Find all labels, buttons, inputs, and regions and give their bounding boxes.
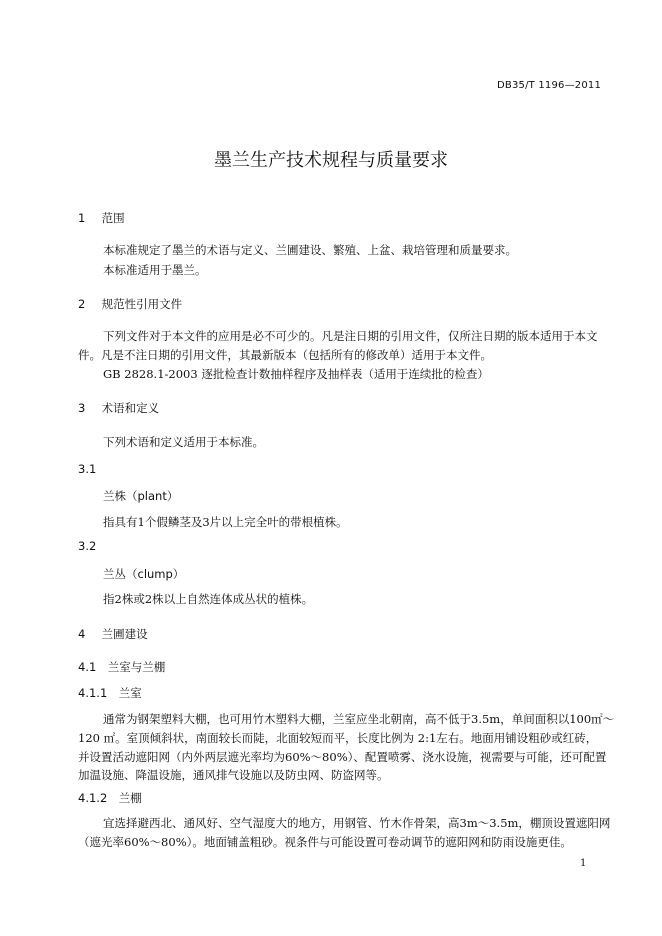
section-number: 4 (78, 627, 86, 641)
section-4-heading (78, 626, 148, 642)
term-number: 3.1 (78, 462, 97, 476)
section-1-heading (78, 210, 125, 226)
paragraph: 下列术语和定义适用于本标准。 (103, 435, 264, 449)
paragraph-line: 下列文件对于本文件的应用是必不可少的。凡是注日期的引用文件，仅所注日期的版本适用于本文 (103, 329, 598, 343)
paragraph-line: 通常为钢架塑料大棚，也可用竹木塑料大棚，兰室应坐北朝南，高不低于3.5m，单间面积以100㎡～ (103, 712, 615, 726)
subsection-heading: 4.1.2 兰棚 (78, 791, 142, 805)
paragraph-line: 加温设施、降温设施，通风排气设施以及防虫网、防盗网等。 (78, 768, 389, 782)
section-number: 3 (78, 401, 86, 415)
section-title: 范围 (101, 211, 125, 225)
section-title: 规范性引用文件 (101, 297, 183, 311)
subsection-heading: 4.1 兰室与兰棚 (78, 660, 166, 674)
section-title: 术语和定义 (101, 401, 160, 415)
paragraph-line: 件。凡是不注日期的引用文件，其最新版本（包括所有的修改单）适用于本文件。 (78, 348, 492, 362)
normative-reference: GB 2828.1-2003 逐批检查计数抽样程序及抽样表（适用于连续批的检查） (103, 367, 489, 381)
section-2-heading (78, 296, 182, 312)
paragraph-line: 宜选择避西北、通风好、空气湿度大的地方，用钢管、竹木作骨架，高3m～3.5m，棚顶设置遮阳网 (103, 816, 611, 830)
section-3-heading (78, 400, 159, 416)
term-name: 兰株（plant） (103, 489, 179, 503)
term-definition: 指2株或2株以上自然连体成丛状的植株。 (103, 592, 314, 606)
document-title: 墨兰生产技术规程与质量要求 (214, 150, 448, 171)
page-number: 1 (580, 858, 587, 869)
subsection-heading: 4.1.1 兰室 (78, 686, 142, 700)
section-number: 2 (78, 297, 86, 311)
section-number: 1 (78, 211, 86, 225)
section-title: 兰圃建设 (101, 627, 148, 641)
term-definition: 指具有1个假鳞茎及3片以上完全叶的带根植株。 (103, 515, 348, 529)
term-name: 兰丛（clump） (103, 567, 185, 581)
standard-code: DB35/T 1196—2011 (497, 80, 602, 91)
term-number: 3.2 (78, 539, 97, 553)
paragraph-line: 120 ㎡。室顶倾斜状，南面较长而陡，北面较短而平，长度比例为 2:1左右。地面用铺设粗砂或红砖， (78, 731, 598, 745)
paragraph: 本标准规定了墨兰的术语与定义、兰圃建设、繁殖、上盆、栽培管理和质量要求。 (103, 243, 517, 257)
paragraph-line: 并设置活动遮阳网（内外两层遮光率均为60%～80%）、配置喷雾、浇水设施，视需要与可能，还可配置 (78, 750, 607, 764)
paragraph-line: （遮光率60%～80%）。地面铺盖粗砂。视条件与可能设置可卷动调节的遮阳网和防雨设施更佳。 (78, 835, 572, 849)
paragraph: 本标准适用于墨兰。 (103, 263, 207, 277)
